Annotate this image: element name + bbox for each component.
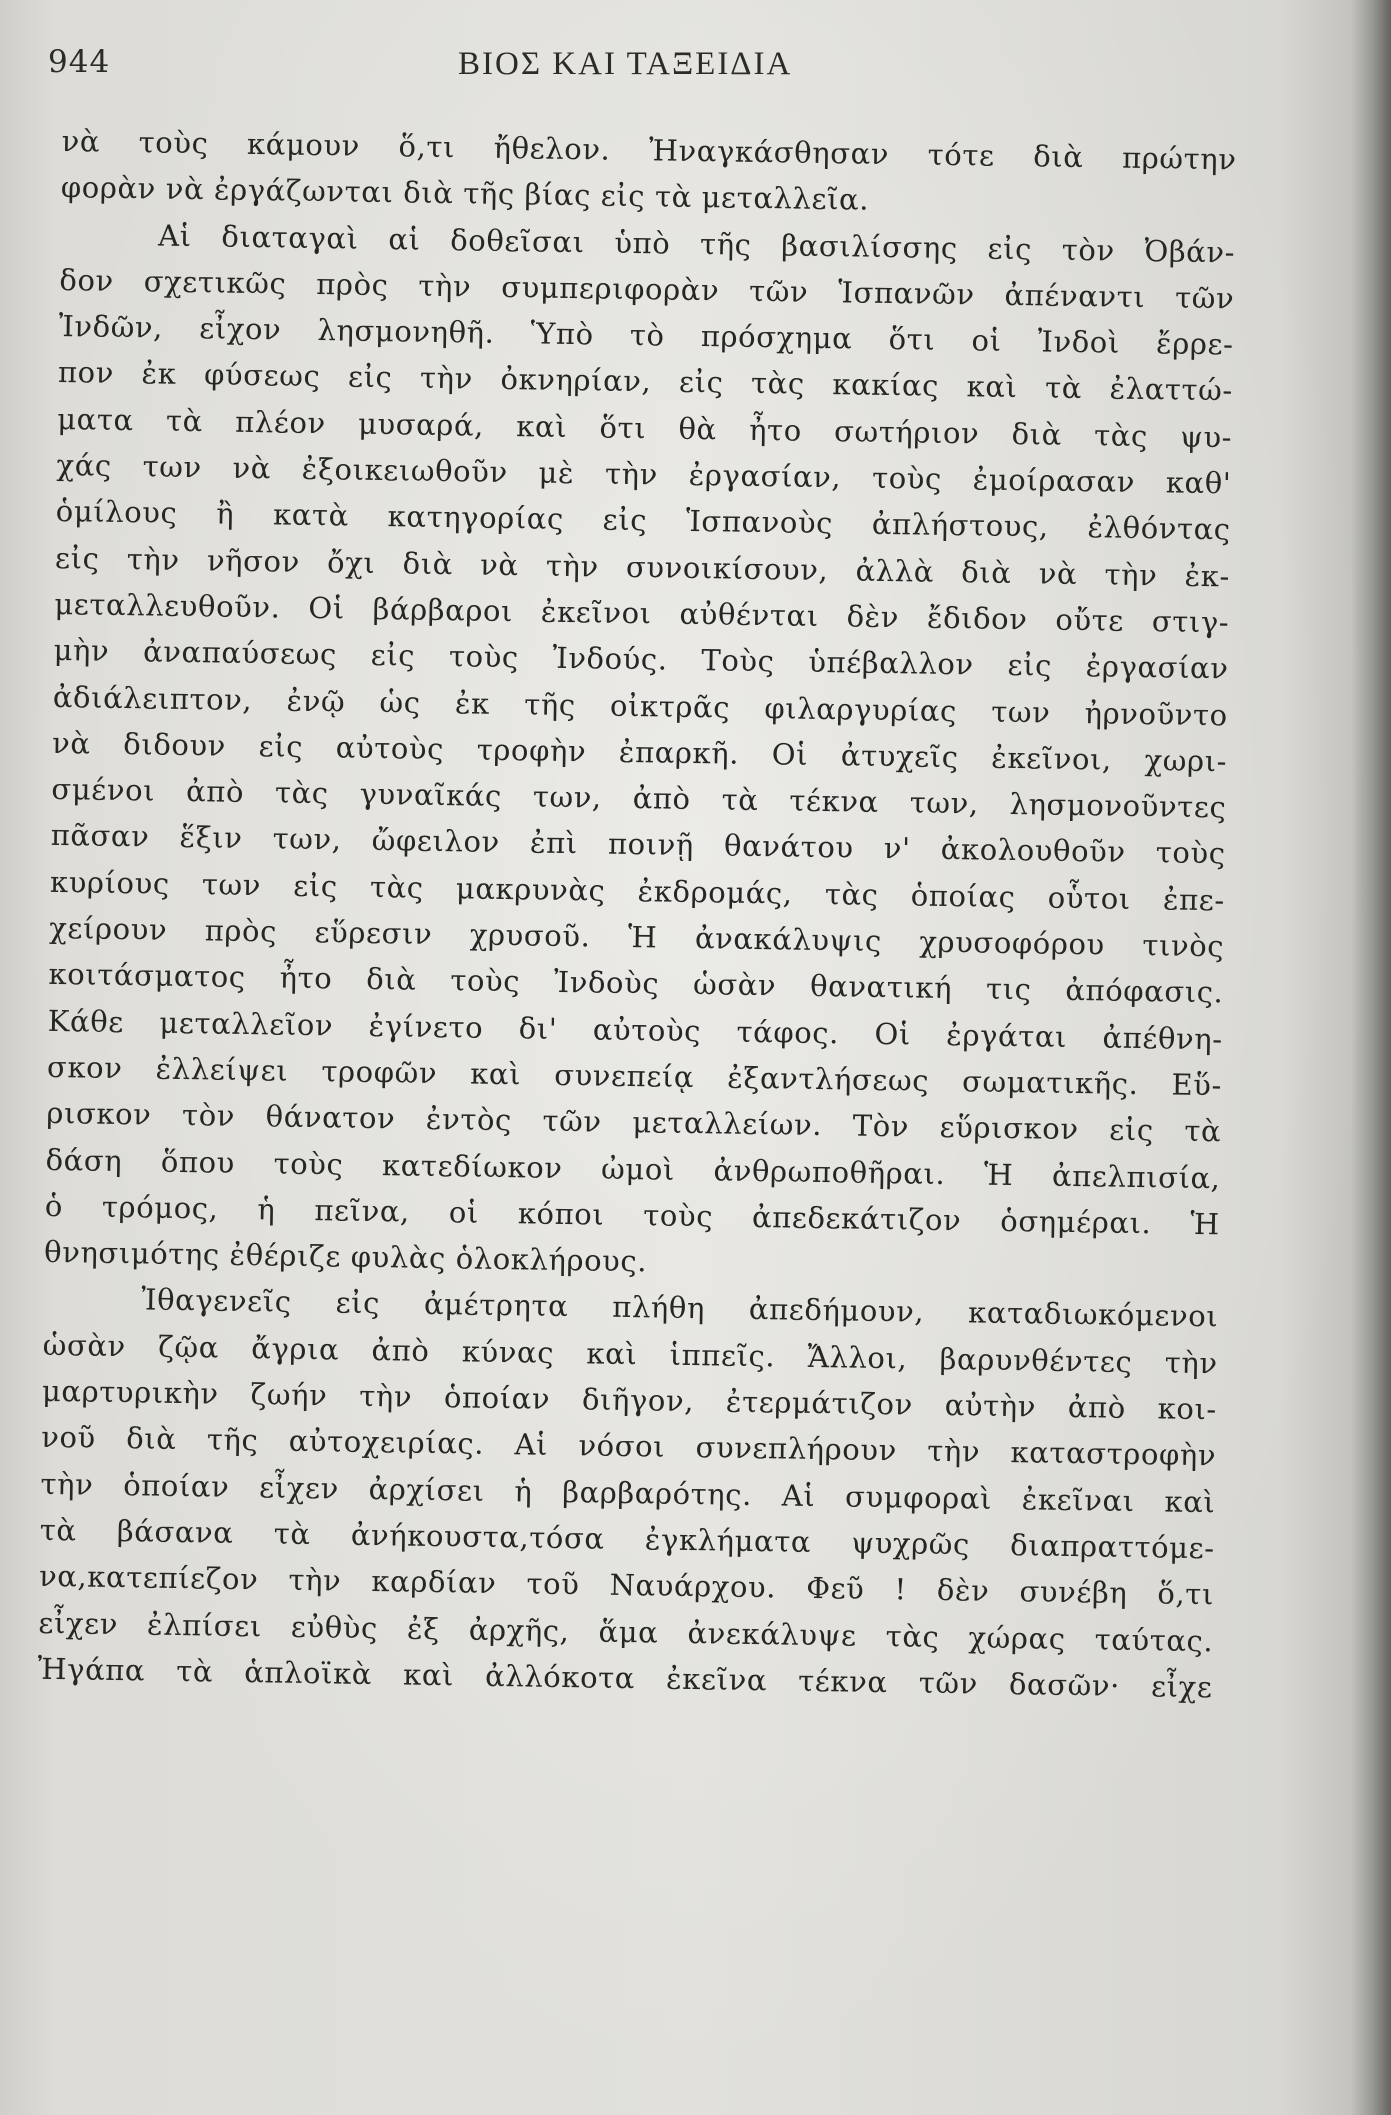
text-line: ὁ τρόμος, ἡ πεῖνα, οἱ κόποι τοὺς ἀπεδεκάτιζον ὁσημέραι. Ἡ — [44, 1188, 1221, 1242]
text-line: εἶχεν ἐλπίσει εὐθὺς ἐξ ἀρχῆς, ἅμα ἀνεκάλυψε τὰς χώρας ταύτας. — [38, 1605, 1214, 1658]
text-line: ματα τὰ πλέον μυσαρά, καὶ ὅτι θὰ ἦτο σωτήριον διὰ τὰς ψυ- — [57, 401, 1233, 455]
text-line: νοῦ διὰ τῆς αὐτοχειρίας. Αἱ νόσοι συνεπλήρουν τὴν καταστροφὴν — [41, 1420, 1217, 1473]
text-line: ὡσὰν ζῷα ἄγρια ἀπὸ κύνας καὶ ἱππεῖς. Ἄλλοι, βαρυνθέντες τὴν — [42, 1327, 1218, 1381]
text-line: να,κατεπίεζον τὴν καρδίαν τοῦ Ναυάρχου. Φεῦ ! δὲν συνέβη ὅ,τι — [38, 1559, 1215, 1612]
text-line: κοιτάσματος ἦτο διὰ τοὺς Ἰνδοὺς ὡσὰν θανατική τις ἀπόφασις. — [48, 957, 1224, 1010]
text-line: Κάθε μεταλλεῖον ἐγίνετο δι' αὐτοὺς τάφος. Οἱ ἐργάται ἀπέθνη- — [47, 1003, 1223, 1056]
text-line: ὁμίλους ἢ κατὰ κατηγορίας εἰς Ἱσπανοὺς ἀπλήστους, ἐλθόντας — [55, 494, 1231, 547]
text-line: Ἰθαγενεῖς εἰς ἀμέτρητα πλήθη ἀπεδήμουν, καταδιωκόμενοι — [141, 1282, 1219, 1334]
text-line: θνησιμότης ἐθέριζε φυλὰς ὁλοκλήρους. — [43, 1234, 648, 1279]
text-line: δάση ὅπου τοὺς κατεδίωκον ὠμοὶ ἀνθρωποθῆραι. Ἡ ἀπελπισία, — [45, 1142, 1221, 1195]
text-line: μεταλλευθοῦν. Οἱ βάρβαροι ἐκεῖνοι αὐθένται δὲν ἔδιδον οὔτε στιγ- — [54, 586, 1230, 640]
page-number: 944 — [48, 44, 111, 80]
text-line: σμένοι ἀπὸ τὰς γυναῖκάς των, ἀπὸ τὰ τέκνα των, λησμονοῦντες — [51, 772, 1227, 825]
running-title: ΒΙΟΣ ΚΑΙ ΤΑΞΕΙΔΙΑ — [458, 46, 793, 82]
text-line: Αἱ διαταγαὶ αἱ δοθεῖσαι ὑπὸ τῆς βασιλίσσης εἰς τὸν Ὀβάν- — [157, 218, 1236, 270]
page-gutter-shadow — [1351, 0, 1391, 2115]
text-line: τὴν ὁποίαν εἶχεν ἀρχίσει ἡ βαρβαρότης. Αἱ συμφοραὶ ἐκεῖναι καὶ — [40, 1466, 1216, 1519]
text-line: νὰ τοὺς κάμουν ὅ,τι ἤθελον. Ἠναγκάσθησαν τότε διὰ πρώτην — [61, 123, 1237, 177]
text-line: κυρίους των εἰς τὰς μακρυνὰς ἐκδρομάς, τὰς ὁποίας οὗτοι ἐπε- — [49, 864, 1226, 918]
text-line: πᾶσαν ἕξιν των, ὤφειλον ἐπὶ ποινῇ θανάτου ν' ἀκολουθοῦν τοὺς — [50, 818, 1226, 871]
text-line: πον ἐκ φύσεως εἰς τὴν ὀκνηρίαν, εἰς τὰς κακίας καὶ τὰ ἐλαττώ- — [57, 355, 1234, 408]
text-line: εἰς τὴν νῆσον ὄχι διὰ νὰ τὴν συνοικίσουν, ἀλλὰ διὰ νὰ τὴν ἐκ- — [54, 540, 1231, 594]
text-line: ἀδιάλειπτον, ἐνῷ ὡς ἐκ τῆς οἰκτρᾶς φιλαργυρίας των ἠρνοῦντο — [52, 679, 1229, 732]
text-line: φορὰν νὰ ἐργάζωνται διὰ τῆς βίας εἰς τὰ μεταλλεῖα. — [60, 170, 870, 217]
body-text — [37, 118, 1237, 1710]
page-header — [48, 44, 1228, 94]
text-line: χείρουν πρὸς εὕρεσιν χρυσοῦ. Ἡ ἀνακάλυψις χρυσοφόρου τινὸς — [49, 910, 1225, 964]
text-line: σκον ἐλλείψει τροφῶν καὶ συνεπείᾳ ἐξαντλήσεως σωματικῆς. Εὕ- — [46, 1049, 1223, 1103]
text-line: χάς των νὰ ἐξοικειωθοῦν μὲ τὴν ἐργασίαν, τοὺς ἐμοίρασαν καθ' — [56, 448, 1232, 501]
text-line: δον σχετικῶς πρὸς τὴν συμπεριφορὰν τῶν Ἱσπανῶν ἀπέναντι τῶν — [59, 262, 1235, 316]
text-line: Ἠγάπα τὰ ἁπλοϊκὰ καὶ ἀλλόκοτα ἐκεῖνα τέκνα τῶν δασῶν· εἶχε — [37, 1651, 1213, 1705]
text-line: μαρτυρικὴν ζωήν τὴν ὁποίαν διῆγον, ἐτερμάτιζον αὐτὴν ἀπὸ κοι- — [41, 1373, 1218, 1427]
text-line: νὰ διδουν εἰς αὐτοὺς τροφὴν ἐπαρκῆ. Οἱ ἀτυχεῖς ἐκεῖνοι, χωρι- — [51, 725, 1228, 779]
text-line: ρισκον τὸν θάνατον ἐντὸς τῶν μεταλλείων. Τὸν εὕρισκον εἰς τὰ — [46, 1096, 1222, 1149]
text-line: τὰ βάσανα τὰ ἀνήκουστα,τόσα ἐγκλήματα ψυχρῶς διαπραττόμε- — [39, 1512, 1215, 1566]
text-line: Ἰνδῶν, εἶχον λησμονηθῆ. Ὑπὸ τὸ πρόσχημα ὅτι οἱ Ἰνδοὶ ἔρρε- — [58, 309, 1234, 362]
text-line: μὴν ἀναπαύσεως εἰς τοὺς Ἰνδούς. Τοὺς ὑπέβαλλον εἰς ἐργασίαν — [53, 633, 1229, 686]
